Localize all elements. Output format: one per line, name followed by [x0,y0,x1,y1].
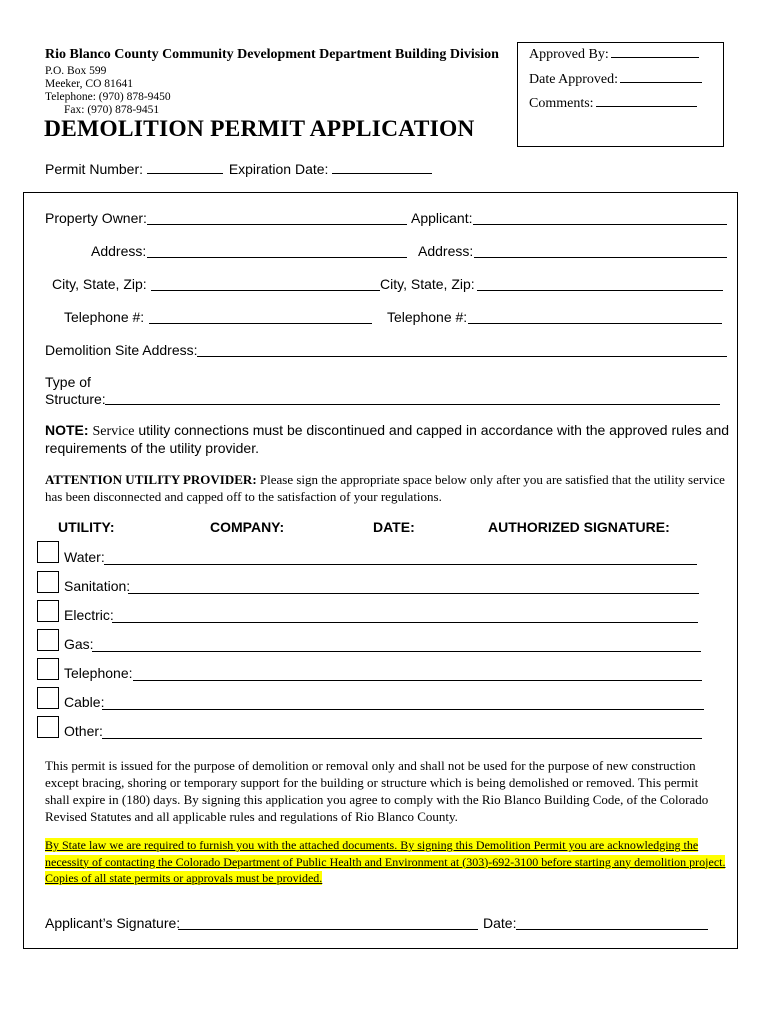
utility-column-header: UTILITY: [58,519,115,535]
water-checkbox[interactable] [37,541,59,563]
applicant-telephone-field[interactable] [468,323,722,324]
authorized-signature-column-header: AUTHORIZED SIGNATURE: [488,519,670,535]
fax-number: Fax: (970) 878-9451 [64,104,160,116]
approved-by-field[interactable] [611,45,699,58]
attention-label: ATTENTION UTILITY PROVIDER: [45,472,257,487]
owner-address-label: Address: [91,243,147,259]
structure-type-field[interactable] [105,404,720,405]
type-of-label: Type of [45,374,91,390]
water-field[interactable] [104,564,697,565]
electric-label: Electric: [64,607,114,623]
permit-statement: This permit is issued for the purpose of demolition or removal only and shall not be used for the purpose of new construction except bracing, shoring or temporary support for the building or structure which is being demolished or removed. This permit shall expire in (180) days. By signing this application you agree to comply with the Rio Blanco Building Code, of the Colorado Revised Statutes and all applicable rules and regulations of Rio Blanco County. [45,758,709,824]
property-owner-label: Property Owner: [45,210,147,226]
approval-box [517,42,724,147]
applicant-address-label: Address: [418,243,474,259]
applicant-signature-field[interactable] [178,929,478,930]
note-service-word: Service [92,424,135,439]
date-approved-label: Date Approved: [529,72,619,87]
owner-telephone-label: Telephone #: [64,309,145,325]
comments-label: Comments: [529,96,594,111]
telephone-checkbox[interactable] [37,658,59,680]
cable-label: Cable: [64,694,105,710]
po-box: P.O. Box 599 [45,65,107,77]
telephone-utility-label: Telephone: [64,665,133,681]
form-box [23,192,738,949]
attention-utility-provider [45,471,735,505]
note-text: utility connections must be discontinued and capped in accordance with the approved rules and requirements of the utility provider. [45,422,730,456]
signature-date-field[interactable] [516,929,708,930]
utility-note [45,422,735,457]
applicant-signature-label: Applicant’s Signature: [45,915,181,931]
owner-city-state-zip-field[interactable] [151,290,380,291]
cable-checkbox[interactable] [37,687,59,709]
demolition-site-address-label: Demolition Site Address: [45,342,198,358]
gas-checkbox[interactable] [37,629,59,651]
applicant-label: Applicant: [411,210,473,226]
sanitation-checkbox[interactable] [37,571,59,593]
comments-field[interactable] [596,94,697,107]
state-law-text: By State law we are required to furnish you with the attached documents. By signing this Demolition Permit you are acknowledging the necessity of contacting the Colorado Department of Public Health and Environment at (303)-692-3100 before starting any demolition project. Copies of all state permits or approvals must be provided. [45,838,726,885]
date-approved-row [529,70,702,88]
applicant-telephone-label: Telephone #: [387,309,468,325]
owner-address-field[interactable] [147,257,407,258]
applicant-field[interactable] [473,224,727,225]
note-label: NOTE: [45,422,89,438]
other-label: Other: [64,723,103,739]
property-owner-field[interactable] [147,224,407,225]
date-column-header: DATE: [373,519,415,535]
approved-by-label: Approved By: [529,47,609,62]
owner-city-state-zip-label: City, State, Zip: [52,276,147,292]
structure-label: Structure: [45,391,106,407]
demolition-site-address-field[interactable] [197,356,727,357]
cable-field[interactable] [102,709,704,710]
expiration-date-label: Expiration Date: [228,161,329,177]
electric-checkbox[interactable] [37,600,59,622]
comments-row [529,94,697,112]
other-field[interactable] [102,738,702,739]
date-approved-field[interactable] [620,70,702,83]
applicant-address-field[interactable] [474,257,727,258]
applicant-city-state-zip-label: City, State, Zip: [380,276,475,292]
sanitation-field[interactable] [128,593,699,594]
owner-telephone-field[interactable] [149,323,372,324]
city-address: Meeker, CO 81641 [45,78,134,90]
sanitation-label: Sanitation: [64,578,131,594]
signature-date-label: Date: [483,915,517,931]
gas-field[interactable] [92,651,701,652]
permit-number-label: Permit Number: [45,161,144,177]
approved-by-row [529,45,699,63]
electric-field[interactable] [112,622,698,623]
other-checkbox[interactable] [37,716,59,738]
telephone-number: Telephone: (970) 878-9450 [45,91,171,103]
state-law-notice [45,837,735,887]
water-label: Water: [64,549,105,565]
page-title: DEMOLITION PERMIT APPLICATION [44,116,475,142]
permit-number-field[interactable] [147,160,223,174]
company-column-header: COMPANY: [210,519,285,535]
gas-label: Gas: [64,636,94,652]
telephone-utility-field[interactable] [133,680,702,681]
expiration-date-field[interactable] [332,160,432,174]
permit-row [45,160,432,177]
attention-text: Please sign the appropriate space below only after you are satisfied that the utility service has been disconnected and capped off to the satisfaction of your regulations. [45,472,725,504]
organization-name: Rio Blanco County Community Development Department Building Division [45,47,499,62]
applicant-city-state-zip-field[interactable] [477,290,723,291]
